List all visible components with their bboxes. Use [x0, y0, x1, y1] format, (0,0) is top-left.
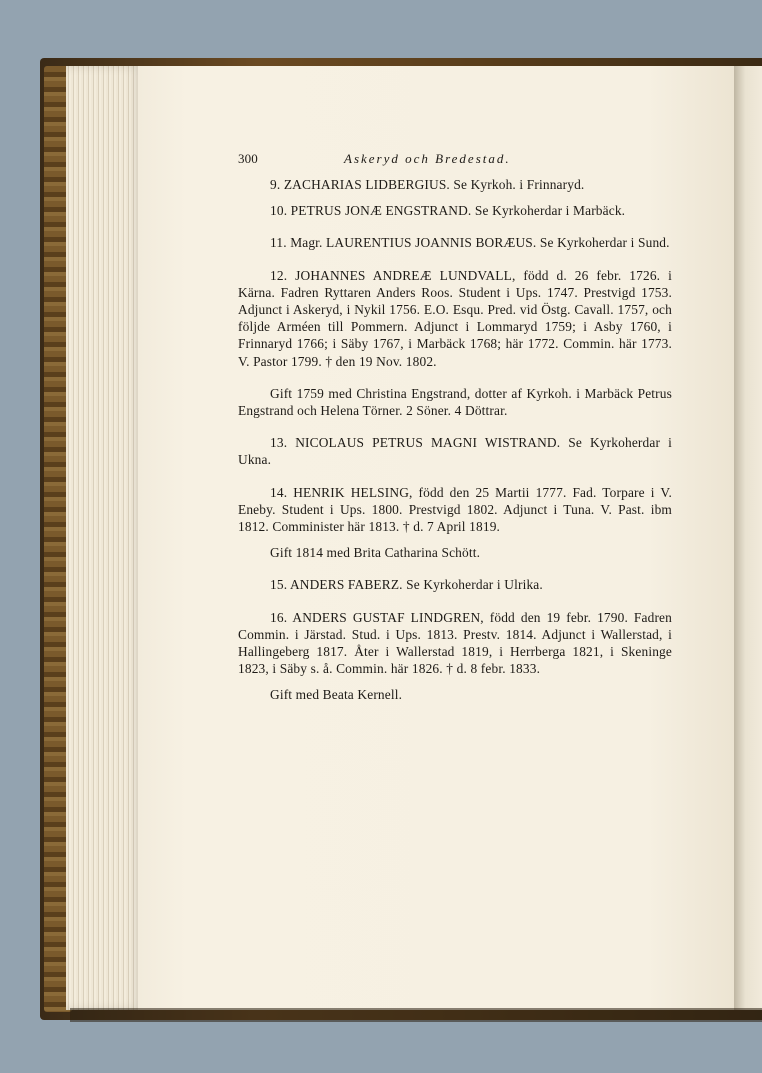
book-bottom-edge [70, 1008, 762, 1022]
page-number: 300 [238, 151, 258, 166]
facing-page-edge [734, 66, 762, 1010]
entry-16-marriage: Gift med Beata Kernell. [270, 687, 403, 703]
entry-16: 16. ANDERS GUSTAF LINDGREN, född den 19 febr. 1790. Fadren Commin. i Järstad. Stud. i Ups. 1813. Prestv. 1814. Adjunct i Wallerstad, i Hallingeberg 1817. Åter i Wallerstad 1819, i Herrberga 1821, i Skeninge 1823, i Säby s. å. Commin. här 1826. † d. 8 febr. 1833. [238, 609, 672, 677]
entry-12: 12. JOHANNES ANDREÆ LUNDVALL, född d. 26 febr. 1726. i Kärna. Fadren Ryttaren Anders Roos. Student i Ups. 1747. Prestvigd 1753. Adjunct i Askeryd, i Nykil 1756. E.O. Esqu. Pred. vid Östg. Cavall. 1757, och följde Arméen till Pommern. Adjunct i Lommaryd 1759; i Asby 1760, i Frinnaryd 1766; i Säby 1767, i Marbäck 1768; här 1772. Commin. här 1773. V. Pastor 1799. † den 19 Nov. 1802. [238, 267, 672, 369]
entry-13: 13. NICOLAUS PETRUS MAGNI WISTRAND. Se Kyrkoherdar i Ukna. [238, 435, 672, 468]
entry-15: 15. ANDERS FABERZ. Se Kyrkoherdar i Ulrika. [270, 577, 543, 593]
page-text [238, 150, 672, 719]
entry-14: 14. HENRIK HELSING, född den 25 Martii 1777. Fad. Torpare i V. Eneby. Student i Ups. 1800. Prestvigd 1802. Adjunct i Tuna. V. Past. ibm 1812. Comminister här 1813. † d. 7 April 1819. [238, 484, 672, 535]
entry-9: 9. ZACHARIAS LIDBERGIUS. Se Kyrkoh. i Frinnaryd. [270, 177, 585, 192]
running-title: Askeryd och Bredestad. [344, 151, 511, 166]
entry-10: 10. PETRUS JONÆ ENGSTRAND. Se Kyrkoherdar i Marbäck. [270, 203, 626, 219]
page-header [238, 150, 672, 170]
entry-11: 11. Magr. LAURENTIUS JOANNIS BORÆUS. Se Kyrkoherdar i Sund. [270, 235, 670, 251]
page-stack [66, 66, 142, 1010]
entry-12-marriage: Gift 1759 med Christina Engstrand, dotter af Kyrkoh. i Marbäck Petrus Engstrand och Helena Törner. 2 Söner. 4 Döttrar. [238, 385, 672, 419]
entry-14-marriage: Gift 1814 med Brita Catharina Schött. [270, 545, 481, 561]
